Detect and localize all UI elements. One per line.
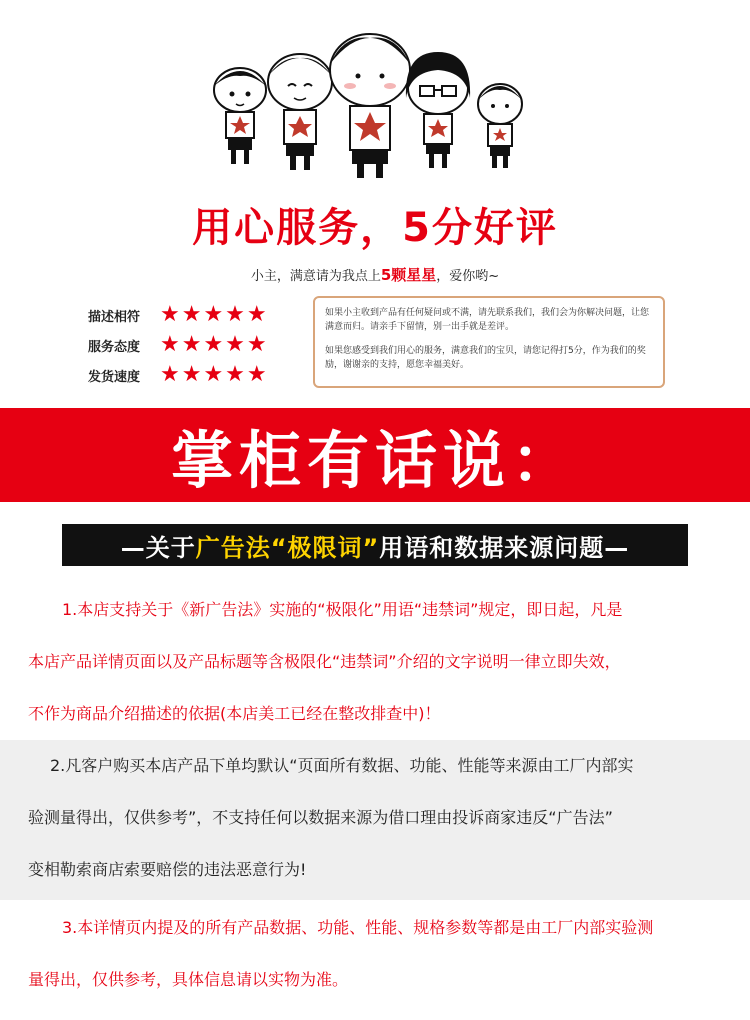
notice-line: 验测量得出，仅供参考”，不支持任何以数据来源为借口理由投诉商家违反“广告法” (28, 808, 613, 827)
kid-figure (268, 54, 332, 170)
subbar-after: 用语和数据来源问题— (379, 533, 630, 562)
rating-request-text (0, 264, 750, 285)
kid-figure (330, 34, 410, 178)
subline-after: ，爱你哟~ (436, 269, 500, 284)
subbar-before: —关于 (120, 533, 196, 562)
notice-paragraph-3 (0, 902, 750, 1006)
kid-figure (406, 52, 470, 168)
notice-line: 量得出，仅供参考，具体信息请以实物为准。 (28, 970, 349, 989)
notice-line: 1.本店支持关于《新广告法》实施的“极限化”用语“违禁词”规定，即日起，凡是 (62, 600, 623, 619)
notice-line: 3.本详情页内提及的所有产品数据、功能、性能、规格参数等都是由工厂内部实验测 (62, 918, 654, 937)
rating-list (88, 300, 298, 390)
rating-row (88, 300, 298, 330)
ad-law-subtitle-bar (62, 524, 688, 566)
kid-figure (478, 84, 522, 168)
note-paragraph: 如果小主收到产品有任何疑问或不满，请先联系我们，我们会为你解决问题，让您满意而归。请亲手下留情，别一出手就是差评。 (325, 308, 650, 332)
note-paragraph: 如果您感受到我们用心的服务，满意我们的宝贝，请您记得打5分，作为我们的奖励，谢谢亲的支持，愿您幸福美好。 (325, 346, 646, 370)
notice-line: 本店产品详情页面以及产品标题等含极限化“违禁词”介绍的文字说明一律立即失效， (28, 652, 621, 671)
rating-row (88, 330, 298, 360)
rating-label: 发货速度 (88, 369, 141, 385)
shopkeeper-banner (0, 408, 750, 502)
kid-figure (214, 68, 266, 164)
notice-paragraph-2 (0, 740, 750, 900)
notice-line: 不作为商品介绍描述的依据(本店美工已经在整改排查中)！ (28, 704, 441, 723)
rating-label: 服务态度 (88, 339, 141, 355)
subbar-highlight: 广告法“极限词” (195, 533, 380, 562)
star-icons: ★★★★★ (160, 332, 269, 357)
subline-before: 小主，满意请为我点上 (250, 269, 381, 284)
notice-line: 2.凡客户购买本店产品下单均默认“页面所有数据、功能、性能等来源由工厂内部实 (50, 756, 634, 775)
seller-note-box (313, 296, 665, 388)
banner-title: 掌柜有话说： (170, 423, 579, 497)
notice-line: 变相勒索商店索要赔偿的违法恶意行为! (28, 860, 307, 879)
notice-paragraph-1 (0, 584, 750, 740)
star-icons: ★★★★★ (160, 362, 269, 387)
cartoon-kids-illustration (200, 12, 550, 182)
subline-highlight: 5颗星星 (380, 266, 437, 284)
rating-row (88, 360, 298, 390)
rating-label: 描述相符 (88, 309, 141, 325)
star-icons: ★★★★★ (160, 302, 269, 327)
page-headline: 用心服务，5分好评 (192, 205, 558, 251)
